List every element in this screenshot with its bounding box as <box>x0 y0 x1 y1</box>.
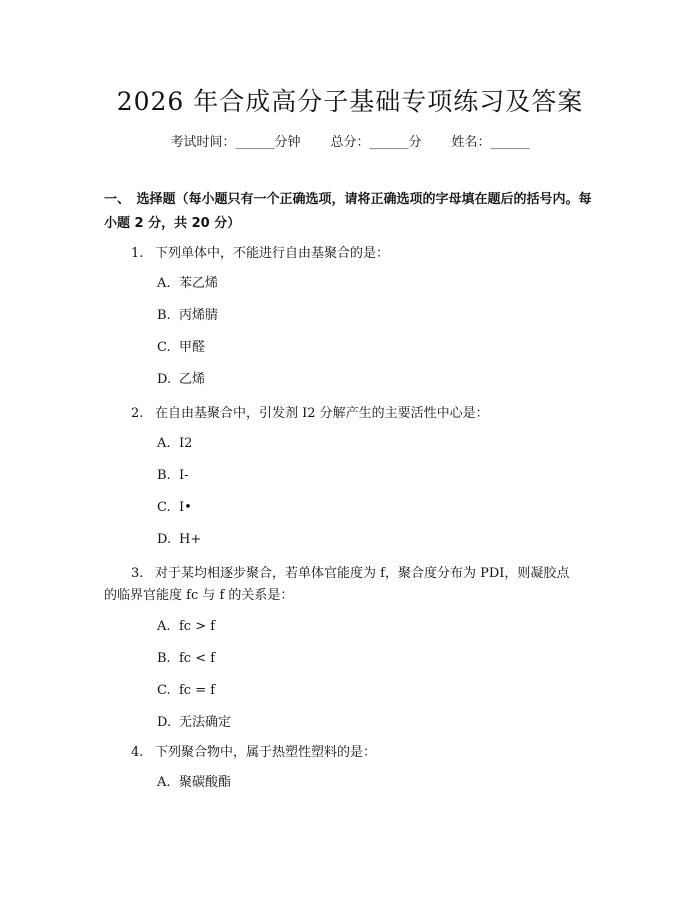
question-text-line1: 对于某均相逐步聚合，若单体官能度为 f，聚合度分布为 PDI，则凝胶点 <box>155 566 570 581</box>
question-text: 下列单体中，不能进行自由基聚合的是： <box>155 246 390 261</box>
option-2b: B. I- <box>157 468 189 483</box>
question-text: 在自由基聚合中，引发剂 I2 分解产生的主要活性中心是： <box>155 406 489 421</box>
option-3d: D. 无法确定 <box>157 715 232 730</box>
document-title: 2026 年合成高分子基础专项练习及答案 <box>116 87 584 116</box>
option-4a: A. 聚碳酸酯 <box>157 775 232 790</box>
exam-meta <box>0 131 700 150</box>
section-heading: 一、 选择题（每小题只有一个正确选项，请将正确选项的字母填在题后的括号内。每小题 2 分，共 20 分） <box>104 192 592 231</box>
question-3-line2: 的临界官能度 fc 与 f 的关系是： <box>104 588 294 603</box>
question-text: 下列聚合物中，属于热塑性塑料的是： <box>155 745 377 760</box>
option-3a: A. fc > f <box>157 619 216 634</box>
question-2 <box>131 402 489 425</box>
question-number: 4. <box>131 745 144 760</box>
score-blank: ______ <box>369 135 409 150</box>
question-number: 1. <box>131 246 144 261</box>
question-1 <box>131 242 389 265</box>
question-number: 3. <box>131 566 144 581</box>
option-1a: A. 苯乙烯 <box>157 276 219 291</box>
option-3b: B. fc < f <box>157 651 216 666</box>
option-1d: D. 乙烯 <box>157 372 206 387</box>
time-blank: ______ <box>235 135 275 150</box>
score-unit: 分 <box>408 135 422 150</box>
question-3 <box>131 562 569 585</box>
score-label: 总分： <box>330 135 370 150</box>
time-unit: 分钟 <box>274 135 301 150</box>
question-number: 2. <box>131 406 144 421</box>
option-1c: C. 甲醛 <box>157 340 206 355</box>
name-blank: ______ <box>490 135 530 150</box>
name-label: 姓名： <box>451 135 491 150</box>
option-2a: A. I2 <box>157 436 193 451</box>
option-2c: C. I• <box>157 500 192 515</box>
time-label: 考试时间： <box>170 135 236 150</box>
question-4 <box>131 741 376 764</box>
option-2d: D. H+ <box>157 532 202 547</box>
option-3c: C. fc = f <box>157 683 216 698</box>
option-1b: B. 丙烯腈 <box>157 308 219 323</box>
